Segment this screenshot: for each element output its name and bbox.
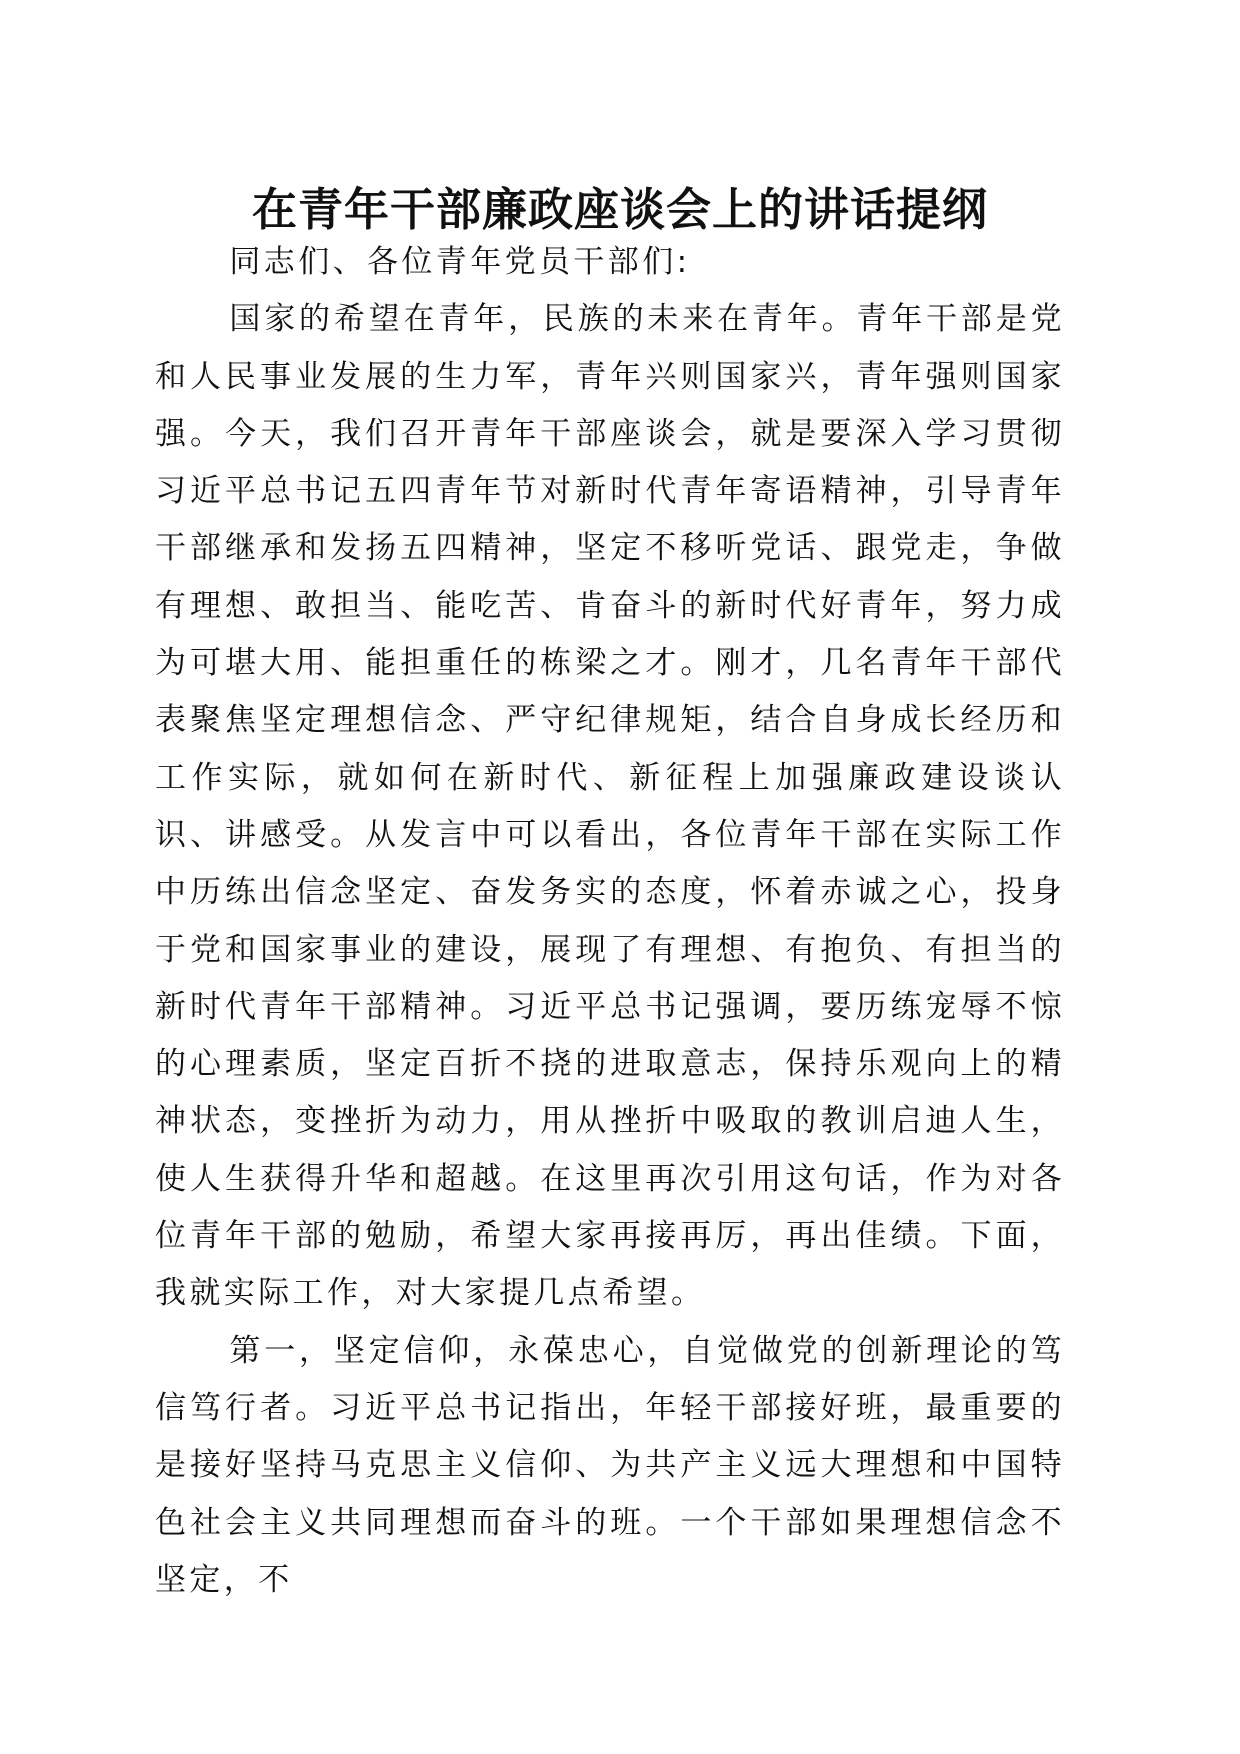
salutation: 同志们、各位青年党员干部们: bbox=[229, 244, 691, 280]
document-title: 在青年干部廉政座谈会上的讲话提纲 bbox=[251, 183, 988, 236]
paragraph-point-one: 第一，坚定信仰，永葆忠心，自觉做党的创新理论的笃信笃行者。习近平总书记指出，年轻干部接好班，最重要的是接好坚持马克思主义信仰、为共产主义远大理想和中国特色社会主义共同理想而奋斗的班。一个干部如果理想信念不坚定，不 bbox=[155, 1332, 1065, 1598]
paragraph-intro: 国家的希望在青年，民族的未来在青年。青年干部是党和人民事业发展的生力军，青年兴则国家兴，青年强则国家强。今天，我们召开青年干部座谈会，就是要深入学习贯彻习近平总书记五四青年节对新时代青年寄语精神，引导青年干部继承和发扬五四精神，坚定不移听党话、跟党走，争做有理想、敢担当、能吃苦、肯奋斗的新时代好青年，努力成为可堪大用、能担重任的栋梁之才。刚才，几名青年干部代表聚焦坚定理想信念、严守纪律规矩，结合自身成长经历和工作实际，就如何在新时代、新征程上加强廉政建设谈认识、讲感受。从发言中可以看出，各位青年干部在实际工作中历练出信念坚定、奋发务实的态度，怀着赤诚之心，投身于党和国家事业的建设，展现了有理想、有抱负、有担当的新时代青年干部精神。习近平总书记强调，要历练宠辱不惊的心理素质，坚定百折不挠的进取意志，保持乐观向上的精神状态，变挫折为动力，用从挫折中吸取的教训启迪人生，使人生获得升华和超越。在这里再次引用这句话，作为对各位青年干部的勉励，希望大家再接再厉，再出佳绩。下面，我就实际工作，对大家提几点希望。 bbox=[155, 301, 1065, 1312]
document-body bbox=[155, 234, 1065, 1609]
